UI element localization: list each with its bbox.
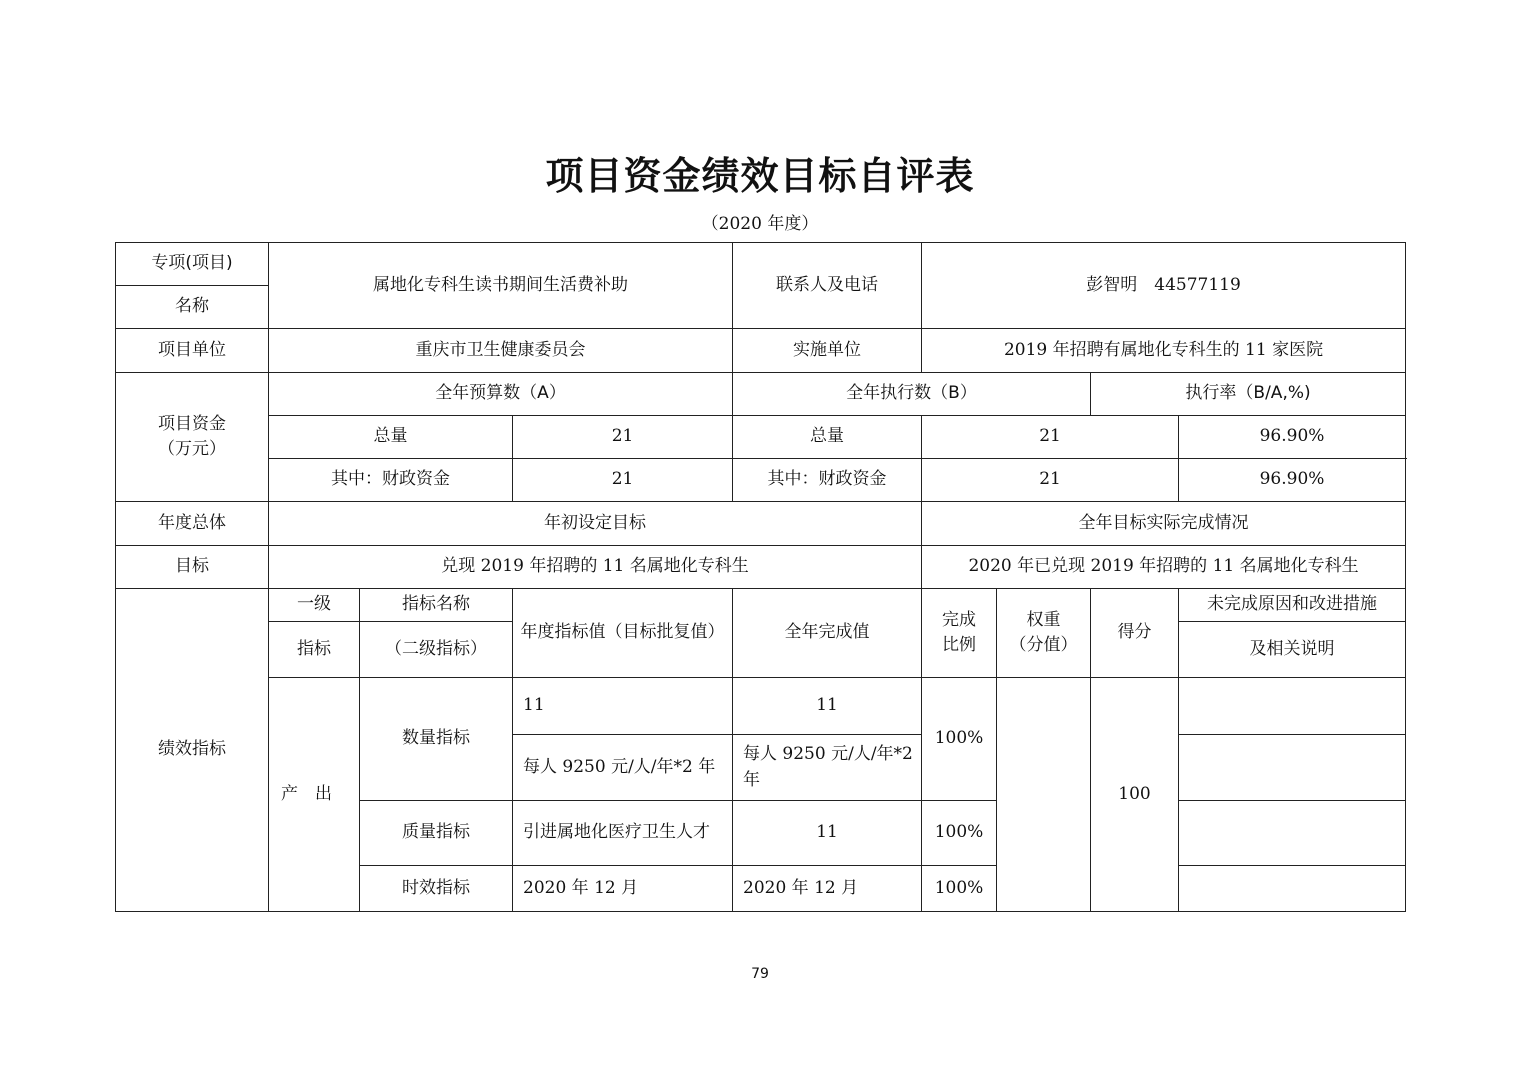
fiscal-budget-value: 21 [513, 459, 733, 502]
score-value: 100 [1091, 678, 1179, 912]
quantity-indicator: 数量指标 [360, 678, 513, 801]
budget-header: 全年预算数（A） [269, 373, 733, 416]
annual-target-label-2: 目标 [116, 546, 269, 589]
timeliness-ratio: 100% [922, 866, 997, 912]
indicator-name-header-b: （二级指标） [360, 622, 513, 678]
quality-target: 引进属地化医疗卫生人才 [513, 801, 733, 866]
fiscal-exec-value: 21 [922, 459, 1179, 502]
total-budget-value: 21 [513, 416, 733, 459]
rate-header: 执行率（B/A,%) [1091, 373, 1406, 416]
target-value-header: 年度指标值（目标批复值） [513, 589, 733, 678]
annual-target-label-1: 年度总体 [116, 502, 269, 546]
timeliness-target: 2020 年 12 月 [513, 866, 733, 912]
fiscal-budget-label: 其中：财政资金 [269, 459, 513, 502]
project-name-value: 属地化专科生读书期间生活费补助 [269, 243, 733, 329]
quantity-ratio: 100% [922, 678, 997, 801]
ratio-header-line-1: 完成 [942, 609, 977, 630]
page-subtitle: （2020 年度） [701, 214, 819, 234]
page-number: 79 [751, 966, 769, 982]
total-exec-value: 21 [922, 416, 1179, 459]
level1-header-a: 一级 [269, 589, 360, 622]
impl-unit-label: 实施单位 [733, 329, 922, 373]
reason-cell-2 [1179, 735, 1406, 801]
weight-header-line-2: （分值） [1009, 635, 1078, 655]
actual-target-header: 全年目标实际完成情况 [922, 502, 1406, 546]
quality-actual: 11 [733, 801, 922, 866]
ratio-header-line-2: 比例 [942, 635, 977, 655]
quantity-target-1: 11 [513, 678, 733, 735]
project-name-label-1: 专项(项目) [116, 243, 269, 286]
funds-label [116, 373, 269, 502]
weight-value [997, 678, 1091, 912]
fiscal-rate-value: 96.90% [1179, 459, 1406, 502]
project-unit-value: 重庆市卫生健康委员会 [269, 329, 733, 373]
total-exec-label: 总量 [733, 416, 922, 459]
weight-header-line-1: 权重 [1026, 609, 1061, 630]
page-title: 项目资金绩效目标自评表 [545, 153, 975, 198]
quality-ratio: 100% [922, 801, 997, 866]
indicator-name-header-a: 指标名称 [360, 589, 513, 622]
quality-indicator: 质量指标 [360, 801, 513, 866]
score-header: 得分 [1091, 589, 1179, 678]
exec-header: 全年执行数（B） [733, 373, 1091, 416]
contact-value: 彭智明 44577119 [922, 243, 1406, 329]
evaluation-table [115, 242, 1406, 912]
reason-cell-3 [1179, 801, 1406, 866]
reason-cell-4 [1179, 866, 1406, 912]
weight-header [997, 589, 1091, 678]
set-target-header: 年初设定目标 [269, 502, 922, 546]
quantity-actual-2: 每人 9250 元/人/年*2 年 [733, 735, 922, 801]
actual-target-value: 2020 年已兑现 2019 年招聘的 11 名属地化专科生 [922, 546, 1406, 589]
project-name-label-2: 名称 [116, 286, 269, 329]
total-budget-label: 总量 [269, 416, 513, 459]
timeliness-indicator: 时效指标 [360, 866, 513, 912]
funds-label-line-1: 项目资金 [158, 413, 226, 434]
quantity-actual-1: 11 [733, 678, 922, 735]
funds-label-line-2: （万元） [158, 439, 226, 459]
timeliness-actual: 2020 年 12 月 [733, 866, 922, 912]
impl-unit-value: 2019 年招聘有属地化专科生的 11 家医院 [922, 329, 1406, 373]
reason-cell-1 [1179, 678, 1406, 735]
reason-header-b: 及相关说明 [1179, 622, 1406, 678]
quantity-target-2: 每人 9250 元/人/年*2 年 [513, 735, 733, 801]
fiscal-exec-label: 其中：财政资金 [733, 459, 922, 502]
contact-label: 联系人及电话 [733, 243, 922, 329]
perf-label: 绩效指标 [116, 589, 269, 912]
level1-header-b: 指标 [269, 622, 360, 678]
reason-header-a: 未完成原因和改进措施 [1179, 589, 1406, 622]
set-target-value: 兑现 2019 年招聘的 11 名属地化专科生 [269, 546, 922, 589]
actual-value-header: 全年完成值 [733, 589, 922, 678]
level1-output: 产 出 [269, 678, 360, 912]
project-unit-label: 项目单位 [116, 329, 269, 373]
ratio-header [922, 589, 997, 678]
total-rate-value: 96.90% [1179, 416, 1406, 459]
